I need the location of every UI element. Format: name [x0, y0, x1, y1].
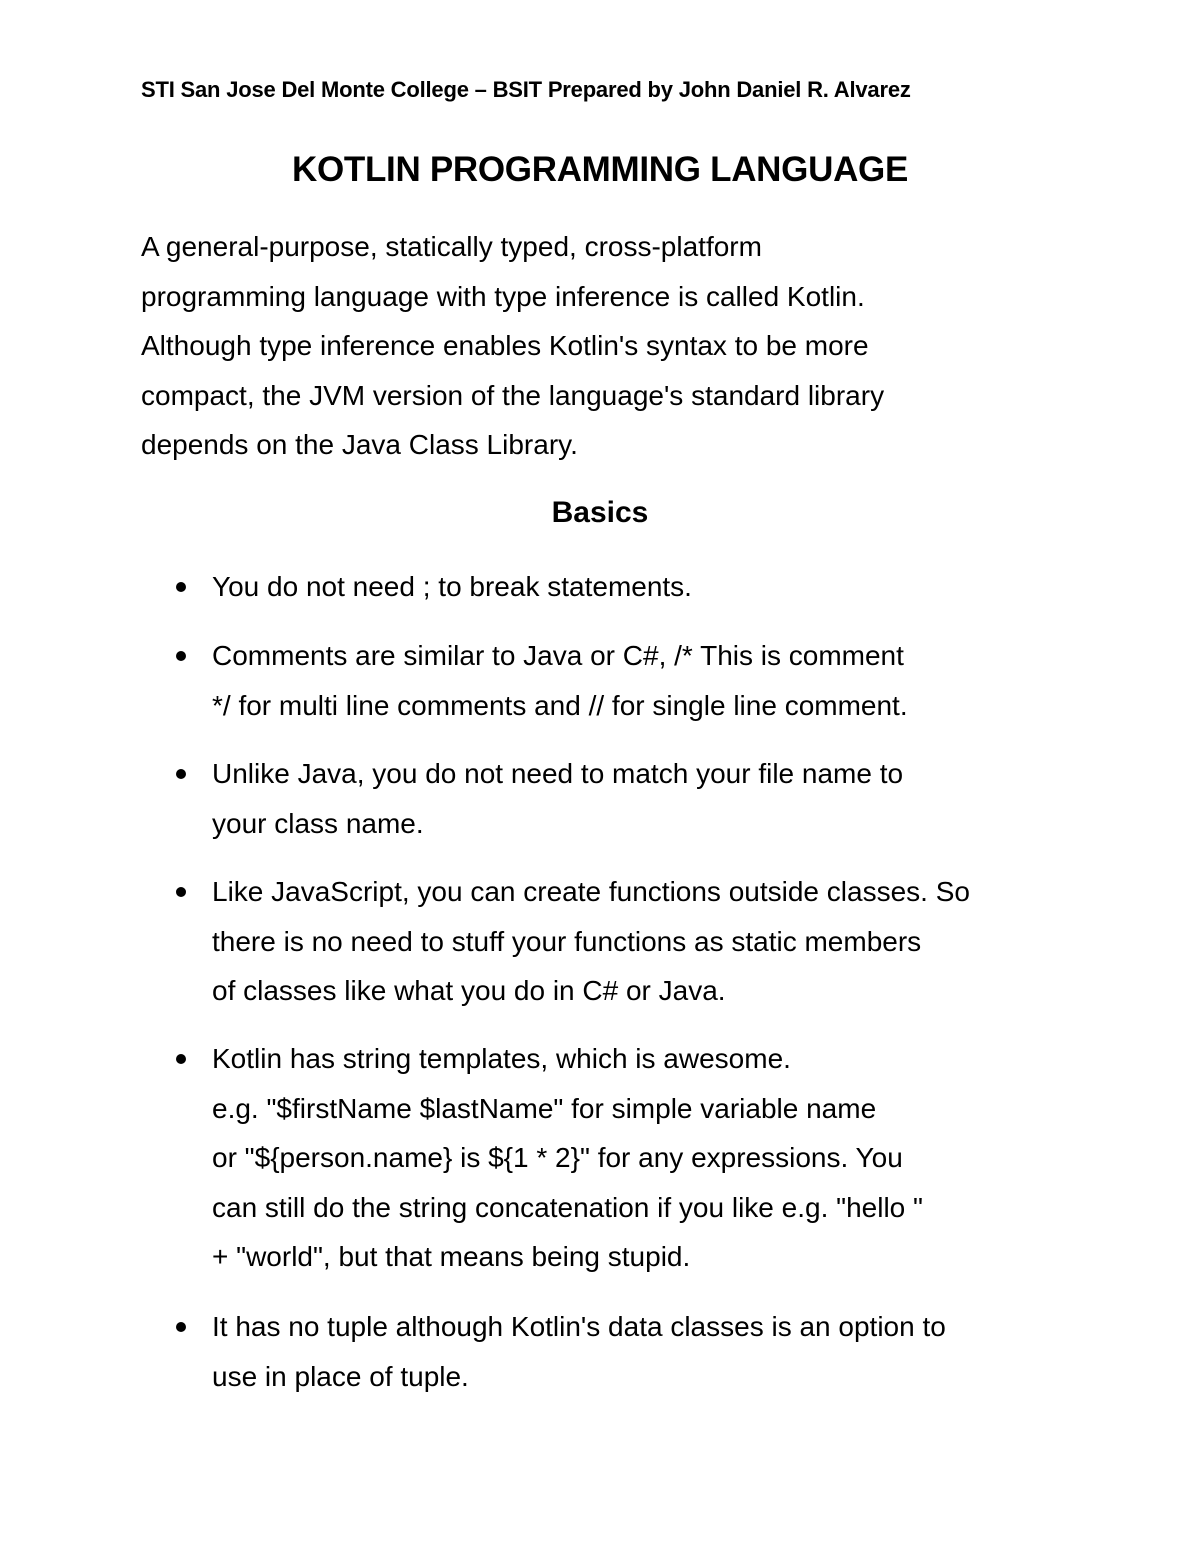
bullet-icon — [176, 887, 186, 897]
bullet-icon — [176, 769, 186, 779]
intro-line: compact, the JVM version of the language's standard library — [141, 379, 885, 411]
list-item-line: + "world", but that means being stupid. — [212, 1241, 691, 1272]
bullet-icon — [176, 582, 186, 592]
intro-paragraph — [141, 222, 1041, 470]
list-item-line: Kotlin has string templates, which is awesome. — [212, 1043, 791, 1074]
list-item-line: You do not need ; to break statements. — [212, 571, 692, 602]
intro-line: programming language with type inference is called Kotlin. — [141, 280, 865, 312]
list-item-line: your class name. — [212, 807, 424, 839]
list-item-text — [212, 1034, 1082, 1282]
list-item-line: or "${person.name} is ${1 * 2}" for any expressions. You — [212, 1142, 903, 1173]
list-item-line: Unlike Java, you do not need to match your file name to — [212, 758, 904, 789]
list-item-line: there is no need to stuff your functions as static members — [212, 925, 922, 957]
list-item-line: Like JavaScript, you can create functions outside classes. So — [212, 876, 970, 907]
page-header: STI San Jose Del Monte College – BSIT Prepared by John Daniel R. Alvarez — [141, 77, 911, 102]
intro-line: A general-purpose, statically typed, cross-platform — [141, 231, 762, 262]
intro-line: Although type inference enables Kotlin's syntax to be more — [141, 330, 869, 361]
intro-line: depends on the Java Class Library. — [141, 429, 578, 460]
list-item-line: It has no tuple although Kotlin's data classes is an option to — [212, 1311, 946, 1342]
document-title: KOTLIN PROGRAMMING LANGUAGE — [291, 150, 909, 189]
list-item-line: e.g. "$firstName $lastName" for simple variable name — [212, 1092, 877, 1124]
list-item-line: use in place of tuple. — [212, 1360, 469, 1392]
list-item-text — [212, 749, 1082, 848]
bullet-icon — [176, 1054, 186, 1064]
bullet-icon — [176, 1322, 186, 1332]
list-item-line: can still do the string concatenation if you like e.g. "hello " — [212, 1191, 923, 1223]
bullet-icon — [176, 651, 186, 661]
list-item-text — [212, 631, 1082, 730]
list-item-text — [212, 1302, 1082, 1401]
list-item-line: of classes like what you do in C# or Java. — [212, 975, 726, 1006]
list-item-text — [212, 867, 1082, 1016]
list-item-text — [212, 562, 1082, 612]
basics-heading: Basics — [551, 496, 649, 529]
list-item-line: Comments are similar to Java or C#, /* This is comment — [212, 640, 904, 671]
list-item-line: */ for multi line comments and // for single line comment. — [212, 689, 908, 721]
